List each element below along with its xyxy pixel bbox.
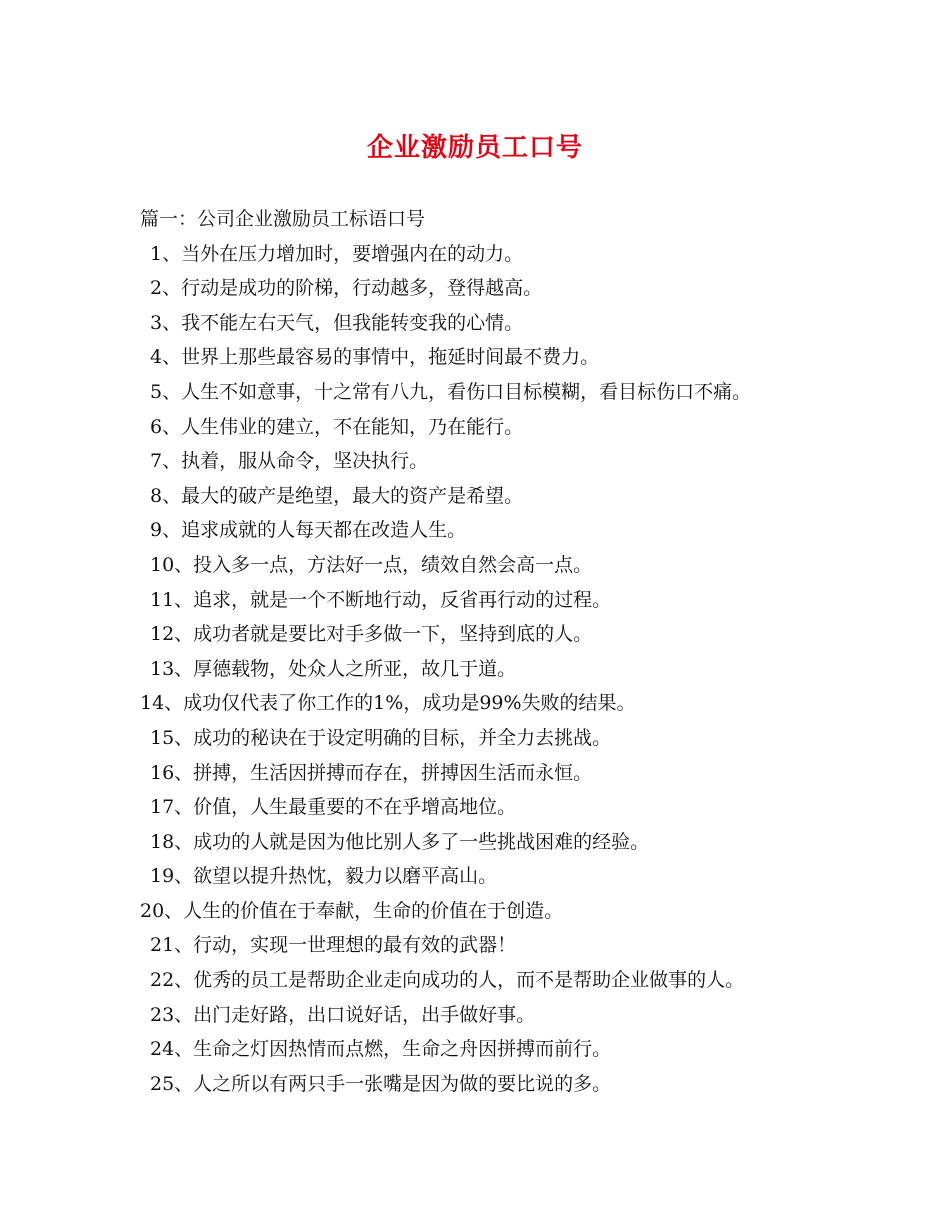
list-item: 7、执着，服从命令，坚决执行。	[150, 450, 429, 473]
list-item: 5、人生不如意事，十之常有八九，看伤口目标模糊，看目标伤口不痛。	[150, 380, 752, 403]
list-item: 22、优秀的员工是帮助企业走向成功的人，而不是帮助企业做事的人。	[150, 969, 745, 992]
list-item: 14、成功仅代表了你工作的1%，成功是99%失败的结果。	[140, 692, 636, 715]
list-item: 1、当外在压力增加时，要增强内在的动力。	[150, 242, 524, 265]
list-item: 17、价值，人生最重要的不在乎增高地位。	[150, 796, 517, 819]
list-item: 13、厚德载物，处众人之所亚，故几于道。	[150, 657, 517, 680]
list-item: 2、行动是成功的阶梯，行动越多，登得越高。	[150, 277, 543, 300]
document-body	[140, 202, 920, 1101]
document-title: 企业激励员工口号	[366, 133, 583, 163]
list-item: 3、我不能左右天气，但我能转变我的心情。	[150, 311, 524, 334]
list-item: 18、成功的人就是因为他比别人多了一些挑战困难的经验。	[150, 830, 650, 853]
list-item: 23、出门走好路，出口说好话，出手做好事。	[150, 1003, 536, 1026]
list-item: 21、行动，实现一世理想的最有效的武器！	[150, 934, 517, 957]
list-item: 10、投入多一点，方法好一点，绩效自然会高一点。	[150, 553, 593, 576]
list-item: 16、拼搏，生活因拼搏而存在，拼搏因生活而永恒。	[150, 761, 593, 784]
list-item: 20、人生的价值在于奉献，生命的价值在于创造。	[140, 899, 564, 922]
list-item: 19、欲望以提升热忱，毅力以磨平高山。	[150, 865, 498, 888]
list-item: 9、追求成就的人每天都在改造人生。	[150, 519, 467, 542]
list-item: 15、成功的秘诀在于设定明确的目标，并全力去挑战。	[150, 726, 612, 749]
slogan-list	[140, 237, 920, 1102]
list-item: 25、人之所以有两只手一张嘴是因为做的要比说的多。	[150, 1072, 612, 1095]
list-item: 6、人生伟业的建立，不在能知，乃在能行。	[150, 415, 524, 438]
list-item: 12、成功者就是要比对手多做一下，坚持到底的人。	[150, 623, 593, 646]
list-item: 8、最大的破产是绝望，最大的资产是希望。	[150, 484, 524, 507]
list-item: 4、世界上那些最容易的事情中，拖延时间最不费力。	[150, 346, 600, 369]
list-item: 11、追求，就是一个不断地行动，反省再行动的过程。	[150, 588, 612, 611]
list-item: 24、生命之灯因热情而点燃，生命之舟因拼搏而前行。	[150, 1038, 612, 1061]
section-title: 篇一：公司企业激励员工标语口号	[140, 208, 426, 230]
